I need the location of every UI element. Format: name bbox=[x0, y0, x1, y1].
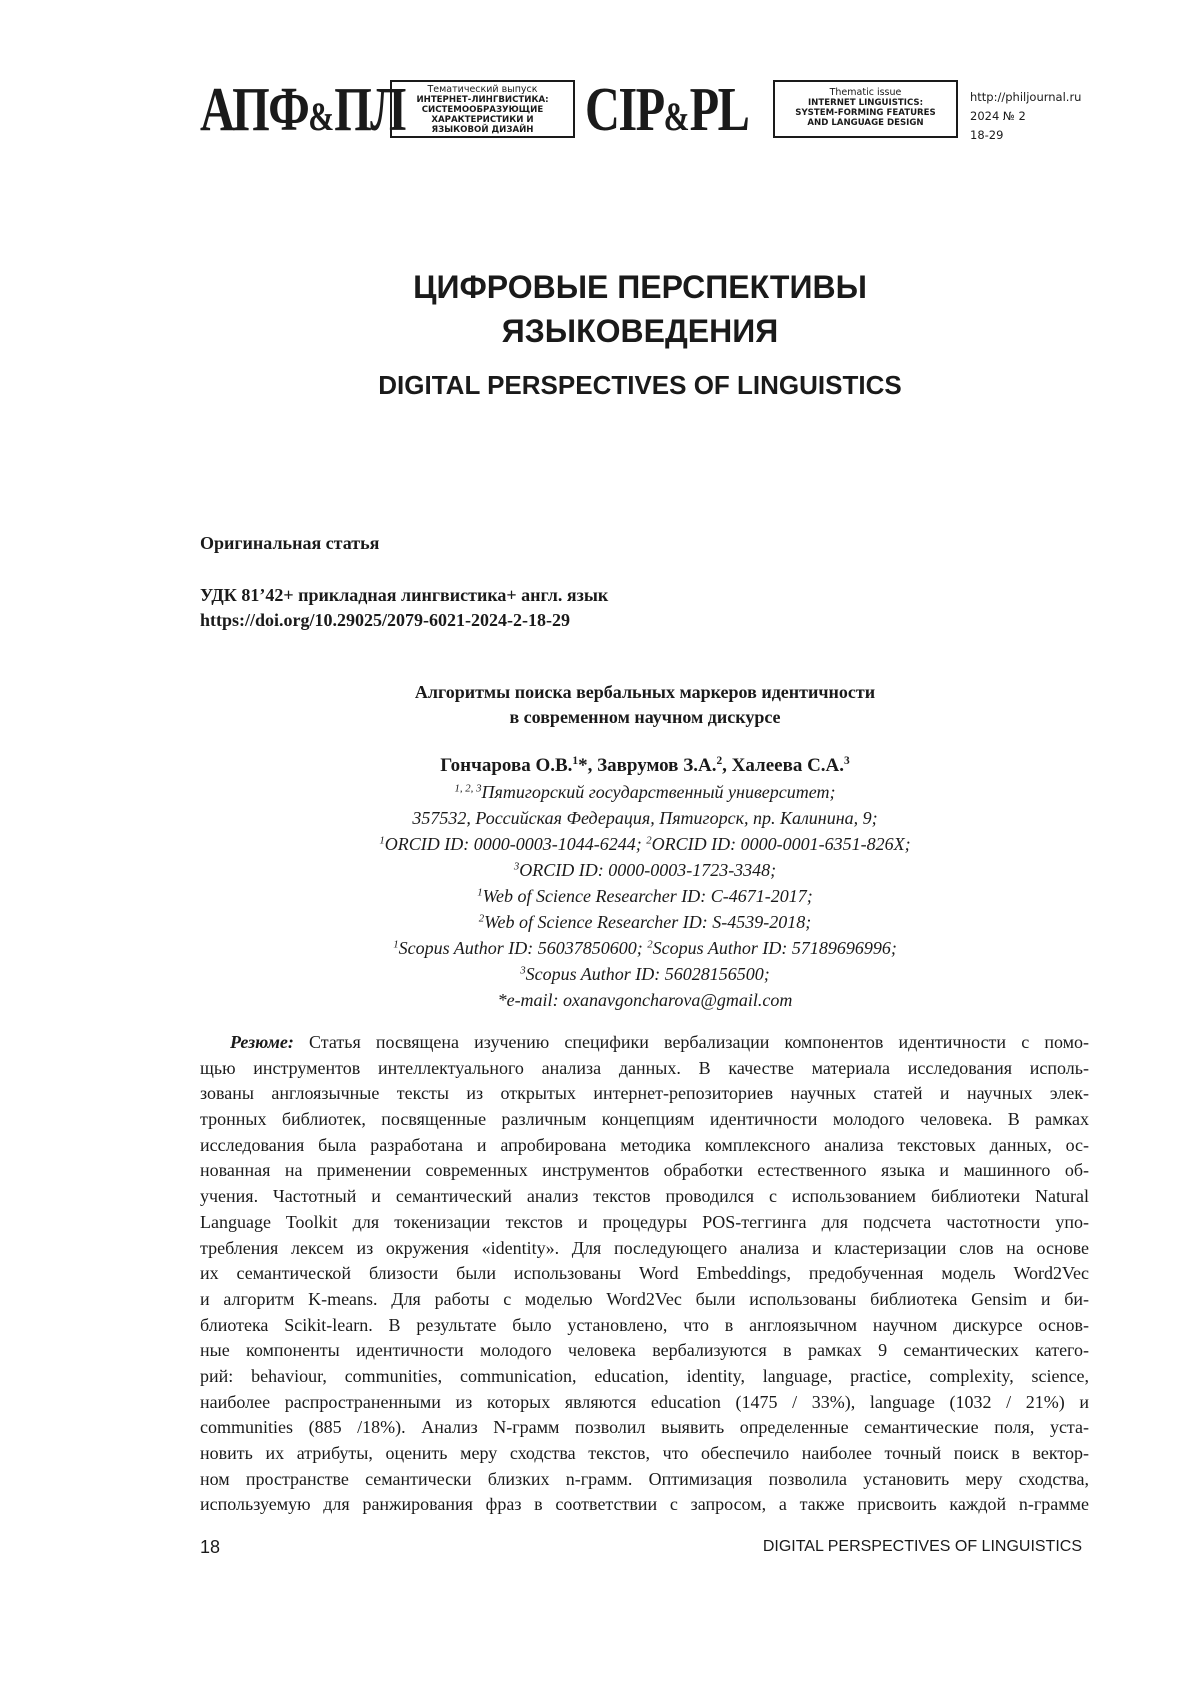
year-issue: 2024 № 2 bbox=[970, 109, 1026, 123]
abstract-line: communities (885 /18%). Анализ N-грамм позволил выявить определенные семантические поля, уста- bbox=[200, 1417, 1089, 1438]
abstract-line: зованы англоязычные тексты из открытых интернет-репозиториев научных статей и научных элек- bbox=[200, 1083, 1089, 1104]
abstract-line: щью инструментов интеллектуального анализа данных. В качестве материала исследования исполь- bbox=[200, 1057, 1089, 1078]
scopus-line-2: $^3$Scopus Author ID: 56028156500; bbox=[520, 964, 770, 984]
running-title: DIGITAL PERSPECTIVES OF LINGUISTICS bbox=[762, 1538, 1082, 1555]
abstract-line: и алгоритм K-means. Для работы с моделью Word2Vec были использованы библиотека Gensim и би- bbox=[200, 1288, 1089, 1309]
abstract-line: учения. Частотный и семантический анализ текстов проводился с использованием библиотеки Natural bbox=[200, 1186, 1089, 1207]
wos-line-1: $^1$Web of Science Researcher ID: C-4671-2017; bbox=[477, 886, 813, 906]
abstract-line: тронных библиотек, посвященные различным концепциям идентичности молодого человека. В рамках bbox=[200, 1109, 1089, 1130]
abstract-line: новить их атрибуты, оценить меру сходства текстов, что обеспечило наиболее точный поиск в вектор- bbox=[200, 1443, 1089, 1463]
abstract-label: Резюме: bbox=[230, 1032, 294, 1052]
scopus-line-1: $^1$Scopus Author ID: 56037850600; $^2$Scopus Author ID: 57189696996; bbox=[393, 938, 897, 958]
affiliation-address: 357532, Российская Федерация, Пятигорск, пр. Калинина, 9; bbox=[412, 808, 878, 828]
wos-line-2: $^2$Web of Science Researcher ID: S-4539-2018; bbox=[478, 912, 812, 932]
abstract-line: Резюме: Статья посвящена изучению специфики вербализации компонентов идентичности с помо- bbox=[230, 1032, 1089, 1052]
article-type: Оригинальная статья bbox=[200, 533, 380, 553]
article-title: Алгоритмы поиска вербальных маркеров идентичности в современном научном дискурсе bbox=[414, 682, 876, 727]
issue-meta bbox=[970, 88, 1081, 145]
thematic-issue-box-ru: Тематический выпуск ИНТЕРНЕТ-ЛИНГВИСТИКА: СИСТЕМООБРАЗУЮЩИЕ ХАРАКТЕРИСТИКИ И ЯЗЫКОВОЙ ДИЗАЙН bbox=[390, 80, 575, 138]
udc-code: УДК 81’42+ прикладная лингвистика+ англ. язык bbox=[200, 585, 609, 605]
abstract-line: нованная на применении современных инструментов обработки естественного языка и машинного об- bbox=[200, 1160, 1089, 1181]
page-number: 18 bbox=[200, 1537, 221, 1557]
orcid-line-2: $^3$ORCID ID: 0000-0003-1723-3348; bbox=[513, 860, 777, 880]
abstract-line: Language Toolkit для токенизации текстов и процедуры POS-теггинга для подсчета частотности упо- bbox=[200, 1211, 1089, 1232]
author-list: Гончарова О.В.$^1$*, Заврумов З.А.$^2$, Халеева С.А.$^3$ bbox=[440, 755, 850, 776]
affiliation-university: $^{1, 2, 3}$Пятигорский государственный университет; bbox=[454, 782, 836, 802]
abstract-line: блиотека Scikit-learn. В результате было установлено, что в англоязычном научном дискурсе основ- bbox=[200, 1314, 1089, 1335]
section-title-ru: ЦИФРОВЫЕ ПЕРСПЕКТИВЫ ЯЗЫКОВЕДЕНИЯ bbox=[413, 269, 867, 349]
author-email[interactable]: *e-mail: oxanavgoncharova@gmail.com bbox=[497, 990, 793, 1010]
abstract-line: ные компоненты идентичности молодого человека вербализуются в рамках 9 семантических катего- bbox=[200, 1340, 1089, 1361]
abstract-line: требления лексем из окружения «identity». Для последующего анализа и кластеризации слов на основе bbox=[200, 1237, 1089, 1258]
abstract-line: рий: behaviour, communities, communication, education, identity, language, practice, complexity, science, bbox=[200, 1365, 1089, 1386]
section-title-en: DIGITAL PERSPECTIVES OF LINGUISTICS bbox=[378, 370, 902, 400]
abstract-line: наиболее распространенными из которых являются education (1475 / 33%), language (1032 / 21%) и bbox=[200, 1391, 1089, 1412]
journal-logo-ru: АПФ&ПЛ bbox=[200, 76, 405, 144]
affiliations bbox=[200, 779, 1090, 1013]
abstract bbox=[200, 1030, 1089, 1518]
abstract-line: исследования была разработана и апробирована методика комплексного анализа текстовых данных, ос- bbox=[200, 1134, 1089, 1155]
thematic-issue-box-en: Thematic issue INTERNET LINGUISTICS: SYSTEM-FORMING FEATURES AND LANGUAGE DESIGN bbox=[773, 80, 958, 138]
journal-url[interactable]: http://philjournal.ru bbox=[970, 90, 1082, 104]
abstract-line: ном пространстве семантически близких n-грамм. Оптимизация позволила установить меру сходства, bbox=[200, 1468, 1089, 1489]
abstract-line: используемую для ранжирования фраз в соответствии с запросом, а также присвоить каждой n-грамме bbox=[200, 1494, 1089, 1515]
doi-link[interactable]: https://doi.org/10.29025/2079-6021-2024-2-18-29 bbox=[200, 610, 570, 630]
journal-header bbox=[200, 76, 1100, 144]
abstract-line: их семантической близости были использованы Word Embeddings, предобученная модель Word2Vec bbox=[200, 1263, 1089, 1284]
orcid-line-1: $^1$ORCID ID: 0000-0003-1044-6244; $^2$ORCID ID: 0000-0001-6351-826X; bbox=[379, 834, 911, 854]
page-range: 18-29 bbox=[970, 128, 1004, 142]
journal-logo-en: CIP&PL bbox=[585, 76, 749, 144]
